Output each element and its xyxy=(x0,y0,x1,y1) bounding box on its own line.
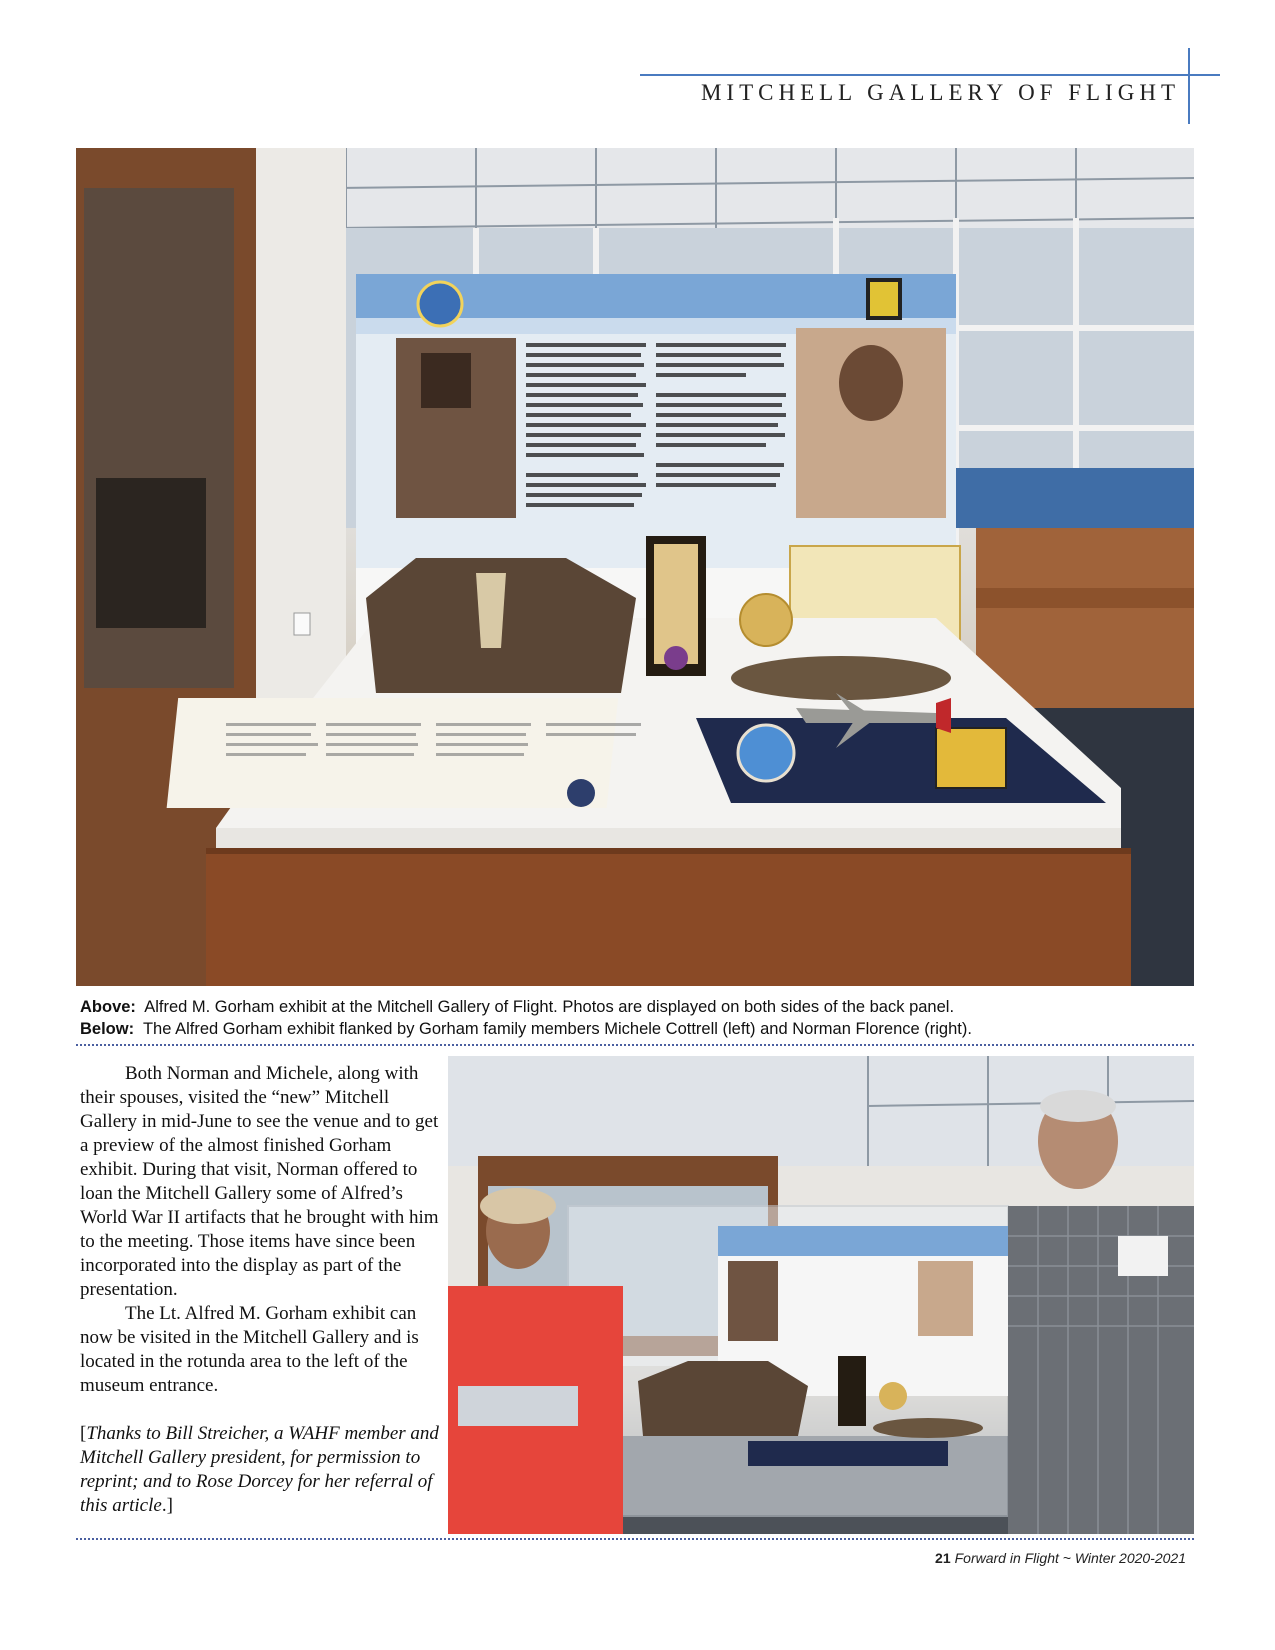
thanks-open-bracket: [ xyxy=(80,1423,87,1444)
article-paragraph-2: The Lt. Alfred M. Gorham exhibit can now be visited in the Mitchell Gallery and is located in the rotunda area to the left of the museum entrance. xyxy=(80,1303,419,1396)
dotted-divider-top xyxy=(76,1044,1194,1046)
article-acknowledgement xyxy=(80,1422,440,1518)
photo-caption xyxy=(80,996,1190,1040)
magazine-title: Forward in Flight ~ Winter 2020-2021 xyxy=(954,1550,1186,1566)
caption-below xyxy=(80,1018,1190,1040)
caption-above-text: Alfred M. Gorham exhibit at the Mitchell Gallery of Flight. Photos are displayed on both sides of the back panel. xyxy=(144,998,955,1016)
caption-below-label: Below: xyxy=(80,1020,135,1038)
caption-below-text: The Alfred Gorham exhibit flanked by Gorham family members Michele Cottrell (left) and Norman Florence (right). xyxy=(142,1020,972,1038)
caption-above-label: Above: xyxy=(80,998,136,1016)
page-number: 21 xyxy=(935,1550,951,1566)
header-title: MITCHELL GALLERY OF FLIGHT xyxy=(700,80,1180,105)
thanks-text: Thanks to Bill Streicher, a WAHF member and Mitchell Gallery president, for permission to reprint; and to Rose Dorcey for her referral of this article xyxy=(80,1423,439,1516)
article-body xyxy=(80,1062,440,1518)
photo-family xyxy=(448,1056,1194,1534)
page-footer xyxy=(700,1550,1186,1566)
header-vertical-rule xyxy=(1188,48,1190,124)
photo-exhibit xyxy=(76,148,1194,986)
dotted-divider-bottom xyxy=(76,1538,1194,1540)
caption-above xyxy=(80,996,1190,1018)
article-paragraph-1: Both Norman and Michele, along with their spouses, visited the “new” Mitchell Gallery in mid-June to see the venue and to get a preview of the almost finished Gorham exhibit. During that visit, Norman offered to loan the Mitchell Gallery some of Alfred’s World War II artifacts that he brought with him to the meeting. Those items have since been incorporated into the display as part of the presentation. xyxy=(80,1063,439,1300)
thanks-close: .] xyxy=(161,1495,173,1516)
header-rule xyxy=(640,74,1220,76)
